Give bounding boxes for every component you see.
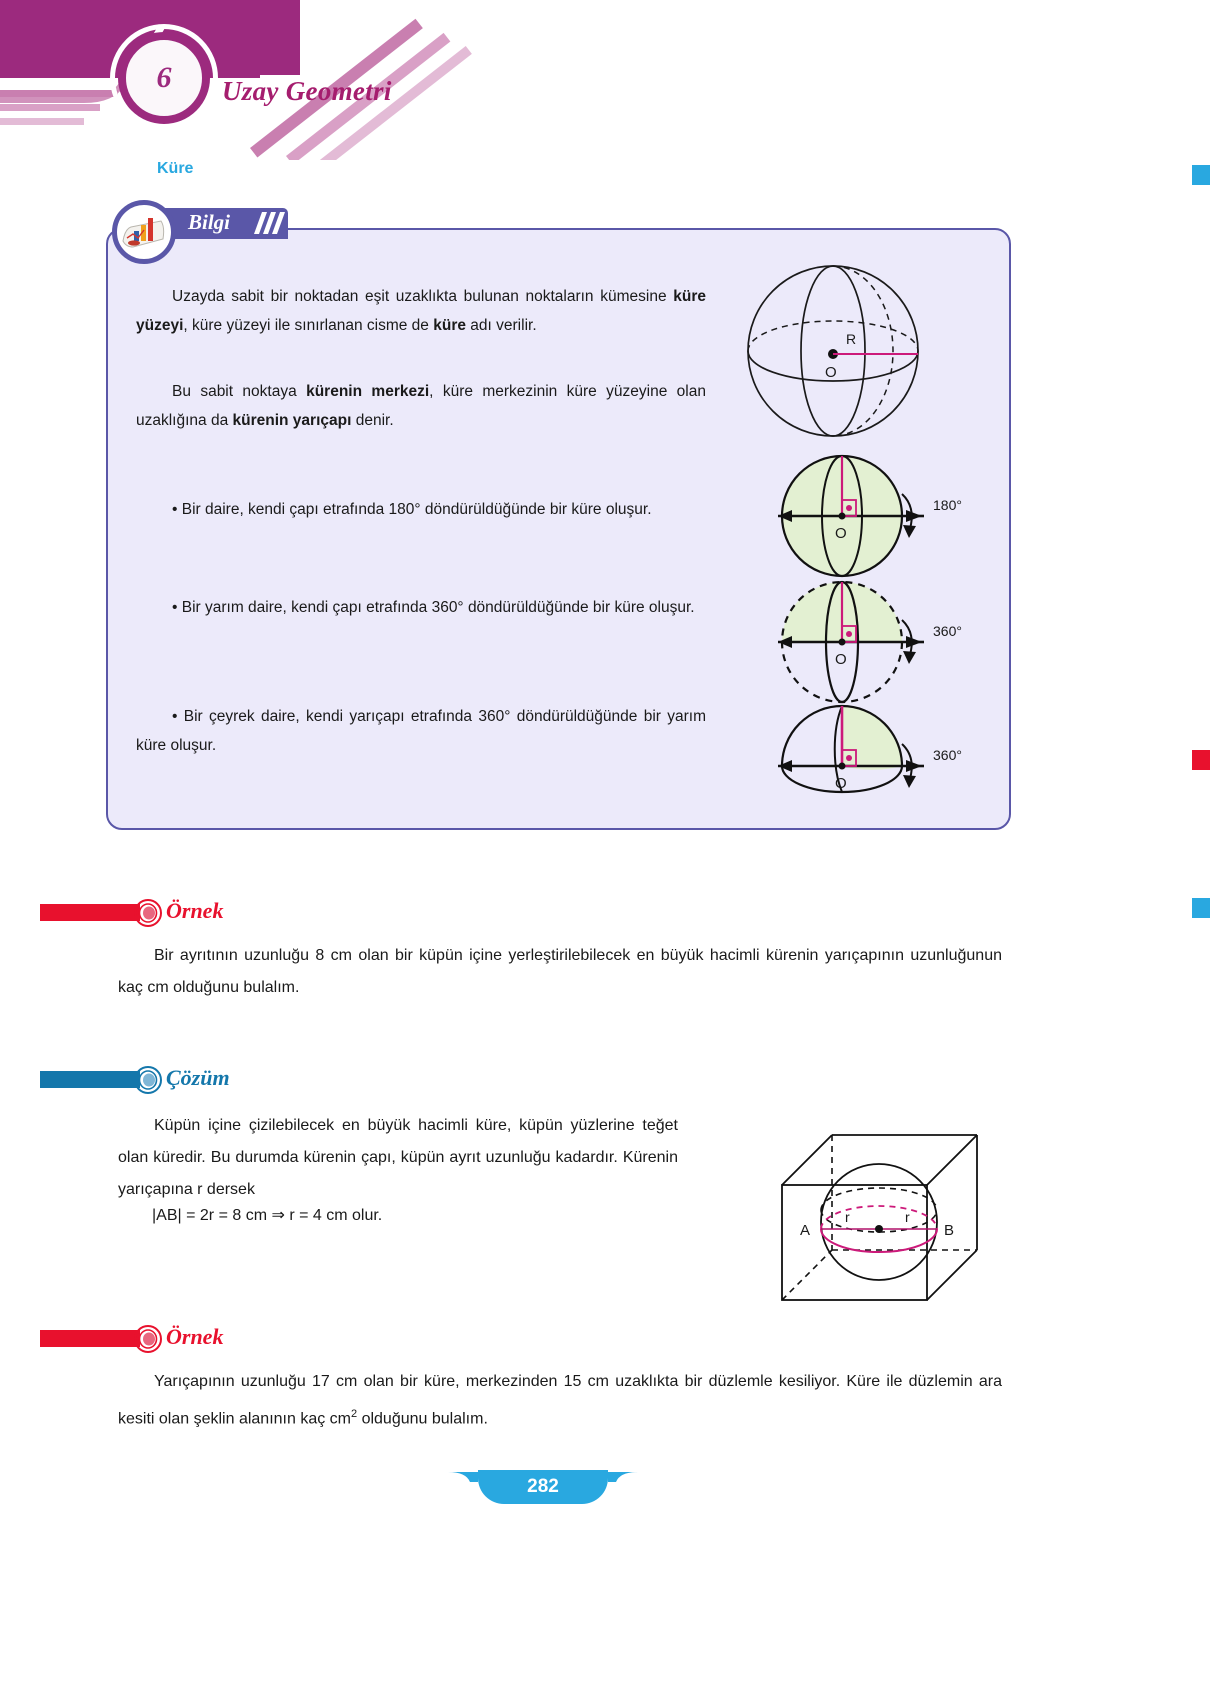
ornek-1-label: Örnek bbox=[166, 898, 224, 923]
subject-title: Küre bbox=[157, 160, 194, 177]
ornek-2-label: Örnek bbox=[166, 1324, 224, 1349]
page-number-container bbox=[478, 1470, 608, 1512]
cozum-1-formula: |AB| = 2r = 8 cm ⇒ r = 4 cm olur. bbox=[152, 1207, 383, 1224]
cozum-1-text: Küpün içine çizilebilecek en büyük hacimli küre, küpün yüzlerine teğet olan küredir. Bu durumda kürenin çapı, küpün ayrıt uzunluğu kadardır. Kürenin yarıçapına r dersek bbox=[118, 1117, 678, 1198]
page-number: 282 bbox=[478, 1470, 608, 1504]
cube-label-b: B bbox=[944, 1222, 955, 1239]
cozum-1-header bbox=[40, 1064, 300, 1094]
diagram-sphere-radius bbox=[740, 258, 1000, 449]
diagram-cube-with-sphere bbox=[772, 1105, 1007, 1315]
sphere180-center-label: O bbox=[835, 525, 847, 542]
cozum-1-rings-icon bbox=[132, 1066, 162, 1094]
bilgi-label: Bilgi bbox=[188, 210, 231, 234]
ornek-1-rings-icon bbox=[132, 899, 162, 927]
bilgi-paragraph-2: Bu sabit noktaya kürenin merkezi, küre merkezinin küre yüzeyine olan uzaklığına da kürenin yarıçapı denir. bbox=[136, 383, 706, 429]
ornek-1-text: Bir ayrıtının uzunluğu 8 cm olan bir küpün içine yerleştirilebilecek en büyük hacimli kürenin yarıçapının uzunluğunun kaç cm olduğunu bulalım. bbox=[118, 947, 1002, 996]
sphere360-angle-label: 360° bbox=[933, 623, 962, 639]
ornek-2-bar bbox=[40, 1330, 140, 1347]
ornek-2-rings-icon bbox=[132, 1325, 162, 1353]
ornek-1-header bbox=[40, 897, 300, 927]
hemisphere-center-label: O bbox=[835, 775, 847, 792]
diagram-sphere-180 bbox=[736, 452, 1006, 585]
cube-radius-label-left: r bbox=[845, 1209, 850, 1225]
ornek-2-text: Yarıçapının uzunluğu 17 cm olan bir küre, merkezinden 15 cm uzaklıkta bir düzlemle kesiliyor. Küre ile düzlemin ara kesiti olan şeklin alanının kaç $cm^2$ olduğunu bulalım. bbox=[118, 1373, 1002, 1428]
chapter-title: Uzay Geometri bbox=[222, 76, 392, 106]
bilgi-chart-icon bbox=[112, 200, 176, 264]
sphere360-center-label: O bbox=[835, 651, 847, 668]
cozum-1-bar bbox=[40, 1071, 140, 1088]
ornek-2-superscript: 2 bbox=[351, 1408, 358, 1420]
bilgi-bullet-1: • Bir daire, kendi çapı etrafında 180° döndürüldüğünde bir küre oluşur. bbox=[172, 501, 652, 518]
diagram-hemisphere-360 bbox=[736, 700, 1006, 833]
ornek-2-header bbox=[40, 1323, 300, 1353]
chapter-number: 6 bbox=[156, 61, 172, 94]
cozum-1-label: Çözüm bbox=[166, 1065, 230, 1090]
cube-radius-label-right: r bbox=[905, 1209, 910, 1225]
sphere-radius-label: R bbox=[846, 331, 857, 347]
ornek-1-bar bbox=[40, 904, 140, 921]
cube-label-a: A bbox=[800, 1222, 811, 1239]
edge-tab-1 bbox=[1192, 165, 1210, 185]
sphere-center-label: O bbox=[825, 364, 837, 381]
bilgi-bullet-2: • Bir yarım daire, kendi çapı etrafında 360° döndürüldüğünde bir küre oluşur. bbox=[172, 599, 695, 616]
edge-tab-2 bbox=[1192, 750, 1210, 770]
hemisphere-angle-label: 360° bbox=[933, 747, 962, 763]
bilgi-bullet-3: • Bir çeyrek daire, kendi yarıçapı etrafında 360° döndürüldüğünde bir yarım küre oluşur. bbox=[136, 708, 706, 754]
bilgi-slashes-decoration bbox=[258, 212, 285, 239]
diagram-sphere-360 bbox=[736, 578, 1006, 711]
sphere180-angle-label: 180° bbox=[933, 497, 962, 513]
edge-tab-3 bbox=[1192, 898, 1210, 918]
bilgi-paragraph-1: Uzayda sabit bir noktadan eşit uzaklıkta bulunan noktaların kümesine küre yüzeyi, küre yüzeyi ile sınırlanan cisme de küre adı verilir. bbox=[136, 288, 706, 334]
